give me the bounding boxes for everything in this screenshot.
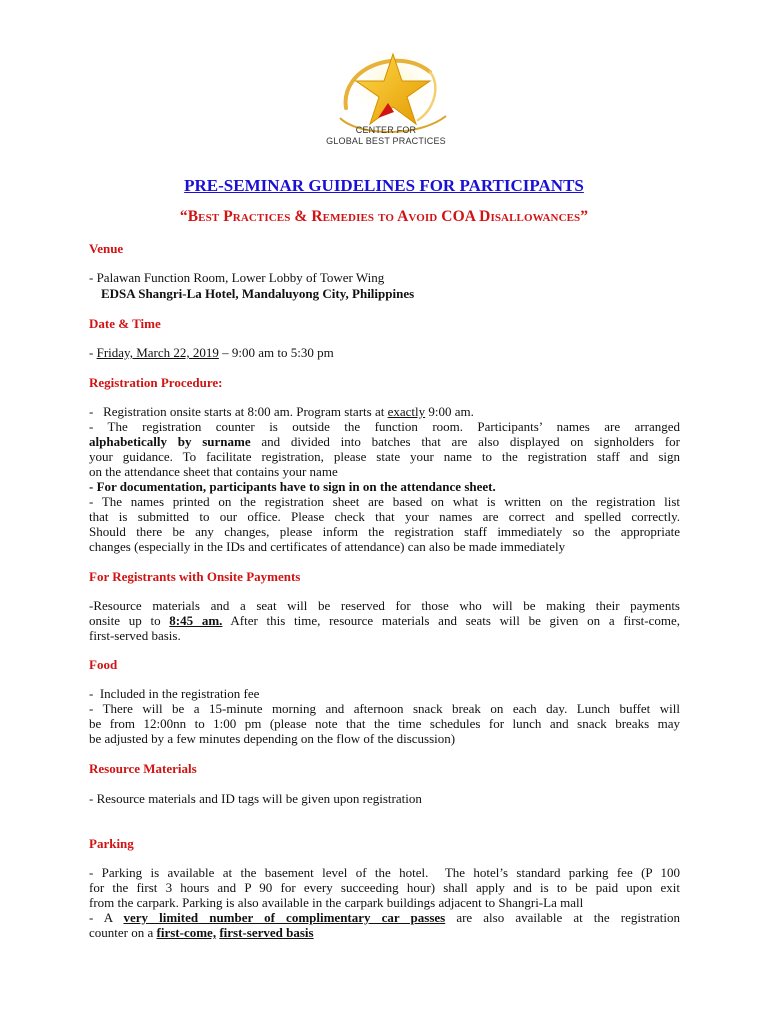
food-paragraph — [89, 686, 680, 746]
materials-line-1: - Resource materials and ID tags will be given upon registration — [89, 791, 422, 806]
first-served-basis: first-served basis — [219, 925, 314, 940]
parking-line-1: - Parking is available at the basement level of the hotel. The hotel’s standard parking fee (P 100 — [89, 865, 680, 880]
registration-p2 — [89, 419, 680, 479]
food-line-3: be from 12:00nn to 1:00 pm (please note that the time schedules for lunch and snack breaks may — [89, 716, 680, 731]
registration-heading: Registration Procedure: — [89, 375, 223, 390]
parking-line-3: from the carpark. Parking is also available in the carpark buildings adjacent to Shangri-La mall — [89, 895, 584, 910]
registration-p2-line-4: on the attendance sheet that contains your name — [89, 464, 338, 479]
parking-line-5-start: counter on a — [89, 925, 157, 940]
food-heading: Food — [89, 657, 118, 672]
logo-line-1: CENTER FOR — [355, 125, 417, 135]
onsite-line-2 — [89, 613, 680, 628]
food-line-1: - Included in the registration fee — [89, 686, 260, 701]
first-come-text: first-come, — [156, 925, 217, 940]
venue-line-1: - Palawan Function Room, Lower Lobby of Tower Wing — [89, 270, 385, 285]
venue-heading: Venue — [89, 241, 124, 256]
parking-line-4-end: are also available at the registration — [445, 910, 680, 925]
onsite-line-2-end: After this time, resource materials and seats will be given on a first-come, — [222, 613, 680, 628]
logo-line-2: GLOBAL BEST PRACTICES — [326, 136, 446, 146]
registration-p1-start: - Registration onsite starts at 8:00 am. Program starts at — [89, 404, 388, 419]
registration-p4-line-1: - The names printed on the registration sheet are based on what is written on the registration list — [89, 494, 680, 509]
page-title: PRE-SEMINAR GUIDELINES FOR PARTICIPANTS — [184, 176, 584, 195]
parking-heading: Parking — [89, 836, 134, 851]
registration-p1-end: 9:00 am. — [425, 404, 474, 419]
seminar-subtitle: “Best Practices & Remedies to Avoid COA Disallowances” — [179, 208, 589, 225]
materials-heading: Resource Materials — [89, 761, 197, 776]
event-time: – 9:00 am to 5:30 pm — [218, 345, 334, 360]
onsite-line-1: -Resource materials and a seat will be reserved for those who will be making their payments — [89, 598, 680, 613]
datetime-heading: Date & Time — [89, 316, 161, 331]
onsite-paragraph — [89, 598, 680, 643]
registration-p1 — [89, 404, 680, 419]
registration-p4-line-4: changes (especially in the IDs and certificates of attendance) can also be made immediately — [89, 539, 566, 554]
complimentary-passes: very limited number of complimentary car passes — [123, 910, 446, 925]
registration-p4-line-2: that is submitted to our office. Please check that your names are correct and spelled correctly. — [89, 509, 680, 524]
event-date: Friday, March 22, 2019 — [96, 345, 219, 360]
parking-line-4 — [89, 910, 680, 925]
registration-p2-line-2-rest: and divided into batches that are also displayed on signholders for — [250, 434, 681, 449]
surname-emphasis: alphabetically by surname — [89, 434, 251, 449]
food-line-2: - There will be a 15-minute morning and afternoon snack break on each day. Lunch buffet will — [89, 701, 680, 716]
registration-p4 — [89, 494, 680, 554]
registration-p2-line-3: your guidance. To facilitate registration, please state your name to the registration staff and sign — [89, 449, 680, 464]
datetime-line — [89, 345, 680, 360]
parking-line-4-start: - A — [89, 910, 124, 925]
registration-p2-line-2 — [89, 434, 680, 449]
logo-wordmark — [318, 125, 454, 147]
registration-p3: - For documentation, participants have to sign in on the attendance sheet. — [89, 479, 496, 494]
onsite-line-2-start: onsite up to — [89, 613, 170, 628]
exactly-text: exactly — [387, 404, 426, 419]
parking-paragraph — [89, 865, 680, 940]
onsite-line-3: first-served basis. — [89, 628, 181, 643]
food-line-4: be adjusted by a few minutes depending on the flow of the discussion) — [89, 731, 456, 746]
onsite-heading: For Registrants with Onsite Payments — [89, 569, 301, 584]
deadline-time: 8:45 am. — [169, 613, 223, 628]
parking-line-5 — [89, 925, 680, 940]
registration-p4-line-3: Should there be any changes, please inform the registration staff immediately so the appropriate — [89, 524, 680, 539]
venue-line-2: EDSA Shangri-La Hotel, Mandaluyong City, Philippines — [101, 286, 415, 301]
parking-line-2: for the first 3 hours and P 90 for every succeeding hour) shall apply and is to be paid upon exit — [89, 880, 680, 895]
registration-p2-line-1: - The registration counter is outside the function room. Participants’ names are arranged — [89, 419, 680, 434]
datetime-dash: - — [89, 345, 97, 360]
